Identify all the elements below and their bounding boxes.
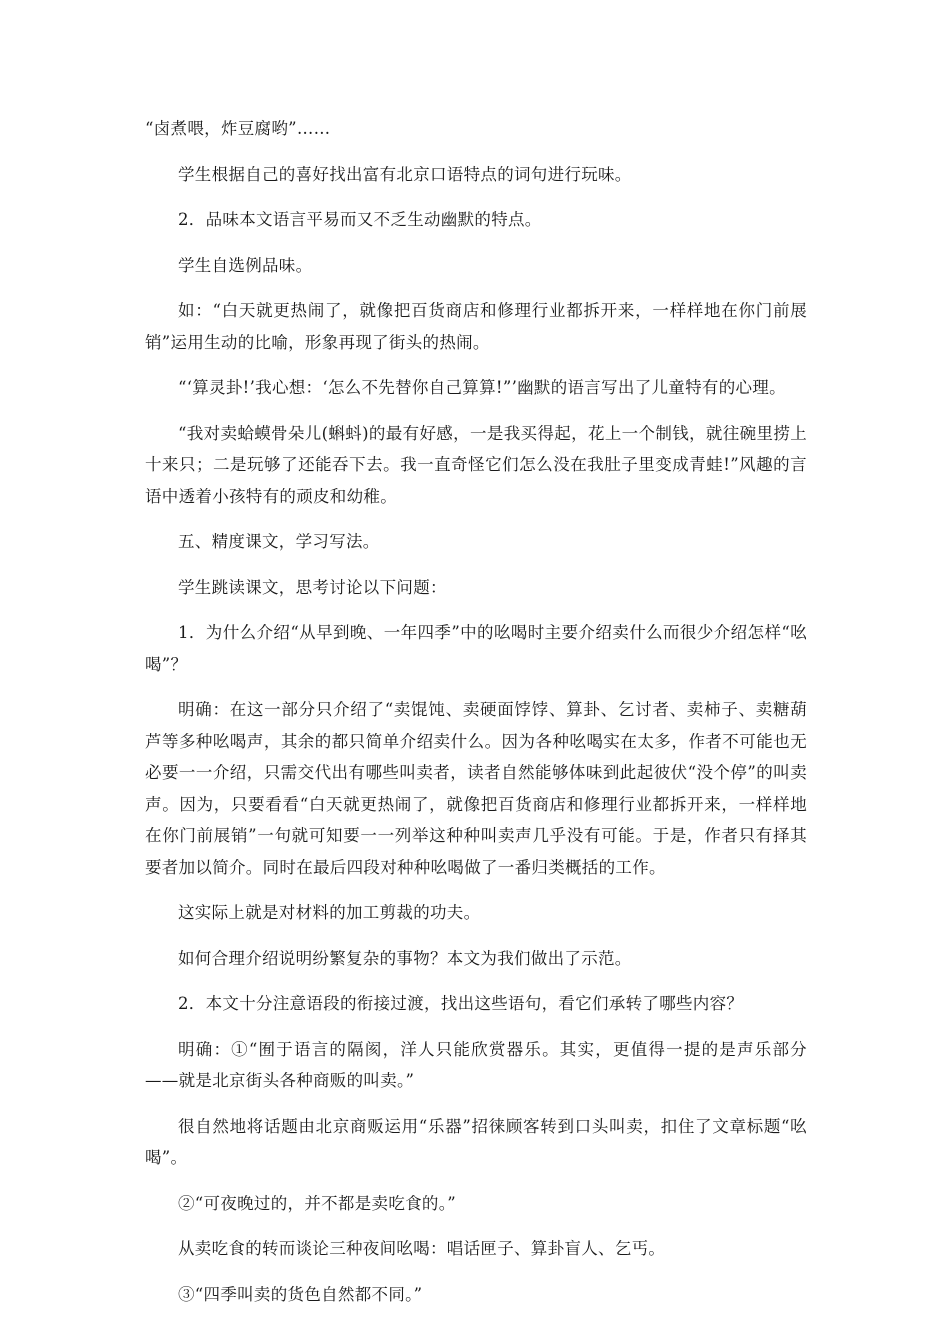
paragraph-9: 学生跳读课文，思考讨论以下问题： bbox=[178, 577, 447, 597]
paragraph-5: 如：“白天就更热闹了，就像把百货商店和修理行业都拆开来，一样样地在你门前展销”运用生动的比喻，形象再现了街头的热闹。 bbox=[145, 301, 807, 352]
paragraph-3: 2．品味本文语言平易而又不乏生动幽默的特点。 bbox=[178, 210, 542, 229]
paragraph-12: 这实际上就是对材料的加工剪裁的功夫。 bbox=[178, 903, 481, 922]
answer-2: 明确：①“囿于语言的隔阂，洋人只能欣赏器乐。其实，更值得一提的是声乐部分——就是北京街头各种商贩的叫卖。” bbox=[145, 1039, 807, 1090]
paragraph-17: ②“可夜晚过的，并不都是卖吃食的。” bbox=[178, 1193, 457, 1213]
paragraph-7: “我对卖蛤蟆骨朵儿(蝌蚪)的最有好感，一是我买得起，花上一个制钱，就往碗里捞上十来只；二是玩够了还能吞下去。我一直奇怪它们怎么没在我肚子里变成青蛙!”风趣的言语中透着小孩特有的顽皮和幼稚。 bbox=[145, 423, 807, 506]
section-heading: 五、精度课文，学习写法。 bbox=[178, 532, 380, 551]
paragraph-19: ③“四季叫卖的货色自然都不同。” bbox=[178, 1284, 423, 1304]
paragraph-2: 学生根据自己的喜好找出富有北京口语特点的词句进行玩味。 bbox=[178, 164, 632, 184]
paragraph-6: “‘算灵卦!’我心想：‘怎么不先替你自己算算!”’幽默的语言写出了儿童特有的心理。 bbox=[178, 378, 786, 397]
answer-1: 明确：在这一部分只介绍了“卖馄饨、卖硬面饽饽、算卦、乞讨者、卖柿子、卖糖葫芦等多种吆喝声，其余的都只简单介绍卖什么。因为各种吆喝实在太多，作者不可能也无必要一一介绍，只需交代出有哪些叫卖者，读者自然能够体味到此起彼伏“没个停”的叫卖声。因为，只要看看“白天就更热闹了，就像把百货商店和修理行业都拆开来，一样样地在你门前展销”一句就可知要一一列举这种种叫卖声几乎没有可能。于是，作者只有择其要者加以简介。同时在最后四段对种种吆喝做了一番归类概括的工作。 bbox=[145, 700, 807, 877]
question-2: 2．本文十分注意语段的衔接过渡，找出这些语句，看它们承转了哪些内容？ bbox=[178, 994, 744, 1013]
paragraph-13: 如何合理介绍说明纷繁复杂的事物？本文为我们做出了示范。 bbox=[178, 948, 632, 968]
question-1: 1．为什么介绍“从早到晚、一年四季”中的吆喝时主要介绍卖什么而很少介绍怎样“吆喝”？ bbox=[145, 623, 807, 674]
paragraph-1: “卤煮喂，炸豆腐哟”…… bbox=[145, 119, 331, 138]
document-body bbox=[145, 113, 807, 1310]
paragraph-18: 从卖吃食的转而谈论三种夜间吆喝：唱话匣子、算卦盲人、乞丐。 bbox=[178, 1239, 666, 1258]
paragraph-4: 学生自选例品味。 bbox=[178, 255, 313, 275]
paragraph-16: 很自然地将话题由北京商贩运用“乐器”招徕顾客转到口头叫卖，扣住了文章标题“吆喝”。 bbox=[145, 1116, 807, 1167]
